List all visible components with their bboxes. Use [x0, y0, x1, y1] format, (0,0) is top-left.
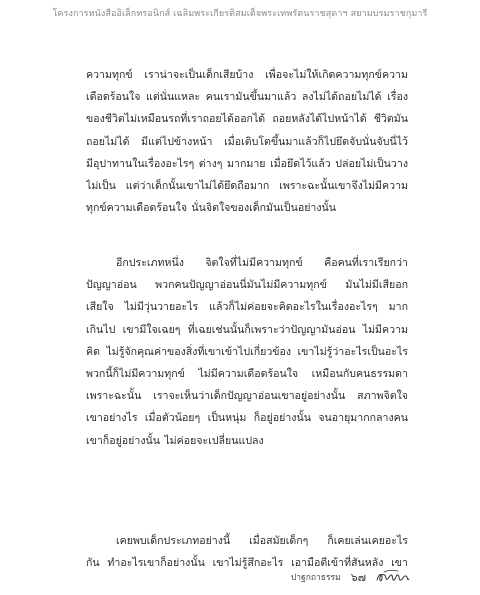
- text-line: ปัญญาอ่อน พวกคนปัญญาอ่อนนี่มันไม่มีความทุกข์ มันไม่มีเสียอก: [86, 279, 408, 292]
- text-line: กัน ทำอะไรเขาก็อย่างนั้น เขาไม่รู้สึกอะไร เอามือตีเข้าที่สันหลัง เขา: [86, 557, 408, 570]
- book-title: ปาฐกถาธรรม: [290, 573, 341, 583]
- page-footer: [291, 568, 410, 586]
- paragraph-1: [86, 64, 408, 219]
- text-line: ทุกข์ความเดือดร้อนใจ นั่นจิตใจของเด็กมันเป็นอย่างนั้น: [86, 202, 337, 215]
- text-line: เขาอย่างไร เมื่อตัวน้อยๆ เป็นหนุ่ม ก็อยู่อย่างนั้น จนอายุมากกลางคน: [86, 412, 408, 425]
- text-line: เกินไป เขามีใจเฉยๆ ที่เฉยเช่นนั้นก็เพราะว่าปัญญามันอ่อน ไม่มีความ: [86, 323, 408, 336]
- text-line: เดือดร้อนใจ แต่นั่นแหละ คนเรามันขึ้นมาแล้ว ลงไม่ได้ถอยไม่ได้ เรื่อง: [86, 91, 408, 104]
- page-header: โครงการหนังสืออิเล็กทรอนิกส์ เฉลิมพระเกียรติสมเด็จพระเทพรัตนราชสุดาฯ สยามบรมราชกุมารี: [52, 9, 428, 19]
- text-line: เคยพบเด็กประเภทอย่างนี้ เมื่อสมัยเด็กๆ ก็เคยเล่นเคยอะไร: [116, 535, 408, 547]
- text-line: เพราะฉะนั้น เราจะเห็นว่าเด็กปัญญาอ่อนเขาอยู่อย่างนั้น สภาพจิตใจ: [86, 390, 408, 403]
- page-number: ๖๗: [350, 571, 366, 584]
- text-line: ของชีวิตไม่เหมือนรถที่เราถอยได้ออกได้ ถอยหลังได้ไปหน้าได้ ชีวิตมัน: [86, 113, 408, 126]
- text-line: ความทุกข์ เราน่าจะเป็นเด็กเสียบ้าง เพื่อจะไม่ให้เกิดความทุกข์ความ: [86, 69, 408, 81]
- signature-icon: [376, 569, 410, 585]
- text-line: ถอยไม่ได้ มีแต่ไปข้างหน้า เมื่อเติบโตขึ้นมาแล้วก็ไปยึดจับนั่นจับนี่ไว้: [86, 135, 408, 148]
- text-line: ไม่เป็น แต่ว่าเด็กนั้นเขาไม่ได้ยึดถือมาก เพราะฉะนั้นเขาจึงไม่มีความ: [86, 180, 408, 193]
- text-line: พวกนี้ก็ไม่มีความทุกข์ ไม่มีความเดือดร้อนใจ เหมือนกับคนธรรมดา: [86, 368, 408, 381]
- text-line: มีอุปาทานในเรื่องอะไรๆ ต่างๆ มากมาย เมื่อยึดไว้แล้ว ปล่อยไม่เป็นวาง: [86, 157, 408, 170]
- text-line: อีกประเภทหนึ่ง จิตใจที่ไม่มีความทุกข์ คือคนที่เราเรียกว่า: [116, 257, 408, 269]
- text-line: เขาก็อยู่อย่างนั้น ไม่ค่อยจะเปลี่ยนแปลง: [86, 434, 264, 447]
- text-line: เสียใจ ไม่มีวุ่นวายอะไร แล้วก็ไม่ค่อยจะคิดอะไรในเรื่องอะไรๆ มาก: [86, 301, 408, 314]
- text-line: คิด ไม่รู้จักคุณค่าของสิ่งที่เขาเข้าไปเกี่ยวข้อง เขาไม่รู้ว่าอะไรเป็นอะไร: [86, 345, 408, 358]
- paragraph-2: [86, 252, 408, 452]
